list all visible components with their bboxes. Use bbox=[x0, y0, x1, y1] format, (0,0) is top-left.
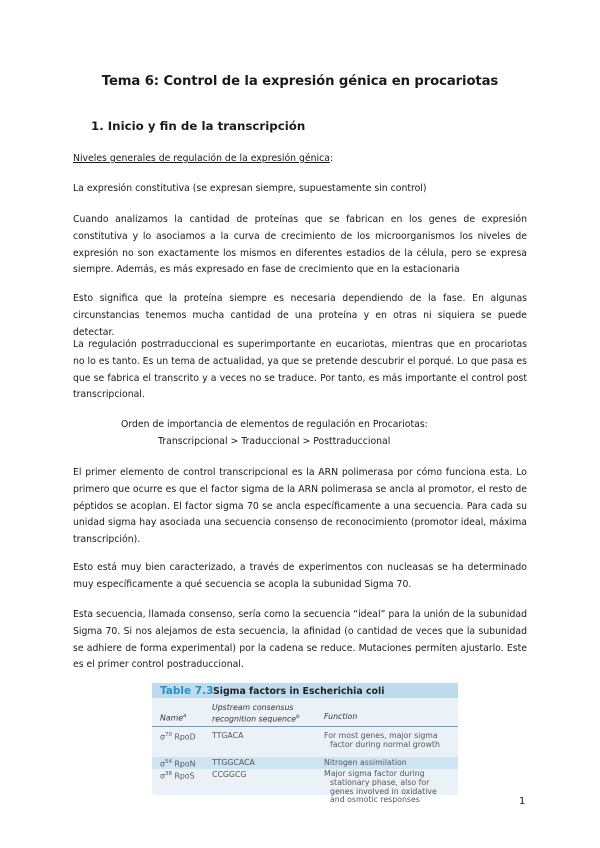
row-function: Nitrogen assimilation bbox=[324, 758, 407, 767]
col-seq-sup: b bbox=[296, 713, 300, 720]
gene-name: RpoD bbox=[174, 732, 196, 742]
func-line: and osmotic responses bbox=[330, 795, 420, 805]
func-line: genes involved in oxidative bbox=[330, 786, 437, 796]
row-sequence: TTGACA bbox=[212, 731, 244, 740]
table-number: Table 7.3 bbox=[160, 685, 214, 697]
col-name-label: Name bbox=[160, 713, 184, 723]
sigma-sup: 70 bbox=[164, 732, 172, 738]
order-line-2: Transcripcional > Traduccional > Posttraduccional bbox=[158, 436, 391, 447]
row-sequence: CCGGCG bbox=[212, 770, 247, 779]
col-seq-line1: Upstream consensus bbox=[212, 703, 294, 712]
paragraph-nucleases: Esto está muy bien caracterizado, a través de experimentos con nucleasas se ha determinado muy específicamente a qué secuencia se acopla la subunidad Sigma 70. bbox=[73, 562, 527, 590]
row-name bbox=[160, 758, 195, 769]
row-name bbox=[160, 731, 196, 742]
func-line: factor during normal growth bbox=[330, 740, 440, 750]
col-name-sup: a bbox=[183, 713, 187, 719]
table-title-bar bbox=[152, 683, 458, 698]
subheading-colon: : bbox=[329, 153, 334, 164]
paragraph-posttranslational: La regulación postrraduccional es superimportante en eucariotas, mientras que en procariotas no lo es tanto. Es un tema de actualidad, ya que se pretende descubrir el porqué. Lo que pasa es que se fabrica el transcrito y a veces no se traduce. Por tanto, es más importante el control post transcripcional. bbox=[73, 339, 527, 401]
row-sequence: TTGGCACA bbox=[212, 758, 255, 767]
sigma-sup: 38 bbox=[164, 771, 172, 777]
paragraph-phase: Esto significa que la proteína siempre es necesaria dependiendo de la fase. En algunas circunstancias tenemos mucha cantidad de una proteína y en otras ni siquiera se puede detectar. bbox=[73, 293, 527, 338]
table-title bbox=[213, 686, 384, 697]
col-seq-line2: recognition sequence bbox=[212, 714, 297, 724]
col-header-name bbox=[160, 712, 186, 723]
sigma-symbol: σ bbox=[160, 771, 165, 781]
table-row bbox=[152, 729, 458, 757]
paragraph-consensus: Esta secuencia, llamada consenso, sería como la secuencia “ideal” para la unión de la subunidad Sigma 70. Si nos alejamos de esta secuencia, la afinidad (o cantidad de veces que la subunidad se adhiere de forma experimental) por la cadena se reduce. Mutaciones permiten ajustarlo. Este es el primer control postraduccional. bbox=[73, 609, 527, 671]
col-header-function: Function bbox=[324, 712, 358, 721]
func-line: For most genes, major sigma bbox=[324, 731, 438, 740]
gene-name: RpoN bbox=[174, 759, 196, 769]
sigma-symbol: σ bbox=[160, 759, 165, 769]
subheading-line bbox=[73, 151, 527, 168]
order-line-1: Orden de importancia de elementos de regulación en Procariotas: bbox=[121, 419, 428, 430]
func-line: Major sigma factor during bbox=[324, 769, 425, 778]
table-row bbox=[152, 769, 458, 805]
sigma-factors-table bbox=[152, 683, 458, 805]
page-number: 1 bbox=[519, 796, 526, 807]
table-rule bbox=[152, 726, 458, 727]
row-name bbox=[160, 770, 195, 781]
subheading: Niveles generales de regulación de la expresión génica bbox=[73, 153, 330, 164]
col-header-sequence bbox=[212, 703, 300, 724]
func-line: stationary phase, also for bbox=[330, 777, 430, 787]
table-column-headers bbox=[152, 699, 458, 725]
sigma-sup: 54 bbox=[164, 759, 172, 765]
paragraph-protein-levels: Cuando analizamos la cantidad de proteínas que se fabrican en los genes de expresión constitutiva y lo asociamos a la curva de crecimiento de los microorganismos los niveles de expresión no son exactamente los mismos en diferentes estadios de la célula, pero se expresa siempre. Además, es más expresado en fase de crecimiento que en la estacionaria bbox=[73, 214, 527, 276]
table-title-text: Sigma factors in Escherichia coli bbox=[213, 686, 385, 697]
gene-name: RpoS bbox=[174, 771, 195, 781]
page-title: Tema 6: Control de la expresión génica en procariotas bbox=[101, 74, 499, 89]
section-heading: 1. Inicio y fin de la transcripción bbox=[91, 119, 306, 133]
table-row bbox=[152, 757, 458, 769]
row-function bbox=[324, 770, 437, 805]
paragraph-constitutive: La expresión constitutiva (se expresan siempre, supuestamente sin control) bbox=[73, 183, 427, 194]
paragraph-rna-polymerase: El primer elemento de control transcripcional es la ARN polimerasa por cómo funciona esta. Lo primero que ocurre es que el factor sigma de la ARN polimerasa se ancla al promotor, el resto de péptidos se acoplan. El factor sigma 70 se ancla específicamente a una secuencia. Para cada su unidad sigma hay asociada una secuencia consenso de reconocimiento (promotor ideal, máxima transcripción). bbox=[73, 467, 527, 546]
row-function bbox=[324, 731, 440, 749]
sigma-symbol: σ bbox=[160, 732, 165, 742]
